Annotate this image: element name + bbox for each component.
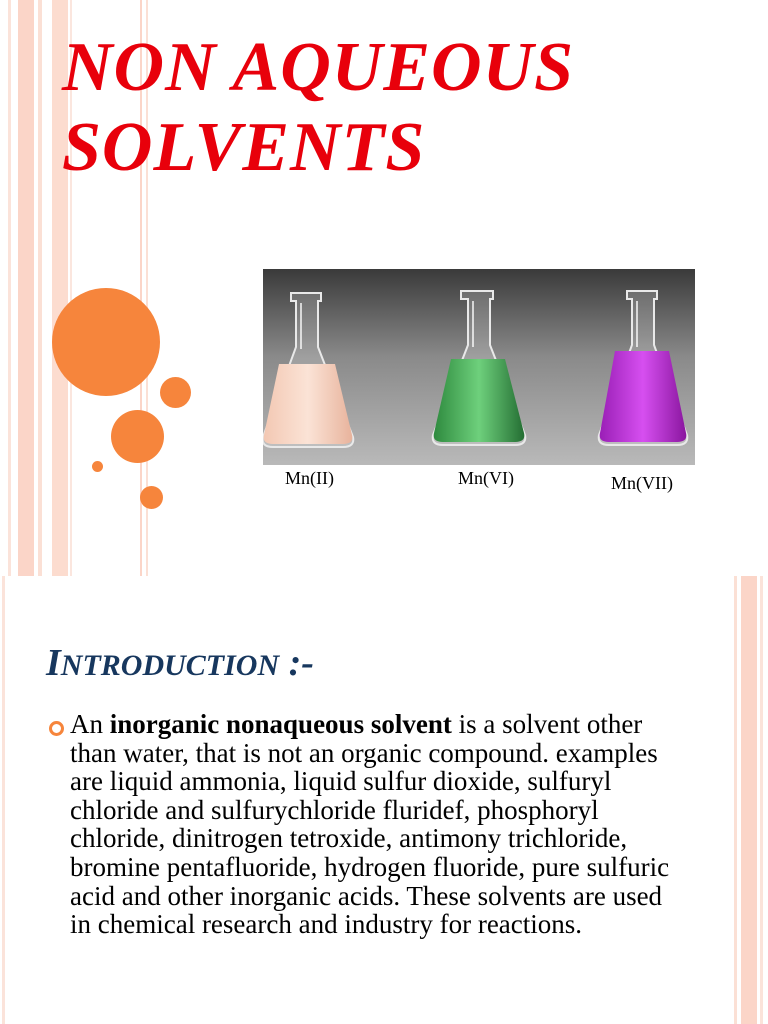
decorative-stripe	[760, 576, 763, 1024]
ring-bullet-icon	[49, 721, 64, 736]
flask-label-mn7: Mn(VII)	[611, 473, 673, 493]
decorative-circle	[160, 377, 191, 408]
bullet-prefix: An	[70, 709, 110, 739]
decorative-stripe	[18, 0, 34, 576]
flasks-photo	[263, 269, 695, 465]
introduction-slide	[0, 576, 768, 1024]
bullet-bold-term: inorganic nonaqueous solvent	[109, 709, 452, 739]
slide-title: NON AQUEOUS SOLVENTS	[62, 29, 575, 186]
heading-suffix: :-	[279, 642, 314, 684]
heading-initial: I	[46, 642, 61, 684]
decorative-circle	[140, 486, 163, 509]
flask-label-mn2: Mn(II)	[285, 468, 334, 488]
decorative-stripe	[741, 576, 757, 1024]
bullet-body: is a solvent other than water, that is not an organic compound. examples are liquid ammonia, liquid sulfur dioxide, sulfuryl chloride and sulfurychloride fluridef, phosphoryl chloride, dinitrogen tetroxide, antimony trichloride, bromine pentafluoride, hydrogen fluoride, pure sulfuric acid and other inorganic acids. These solvents are used in chemical research and industry for reactions.	[70, 709, 670, 940]
heading-smallcaps: NTRODUCTION	[60, 649, 280, 682]
decorative-stripe	[734, 576, 737, 1024]
decorative-stripe	[8, 0, 11, 576]
section-heading	[46, 641, 314, 688]
decorative-circle	[52, 288, 160, 396]
decorative-stripe	[2, 576, 5, 1024]
decorative-circle	[92, 461, 103, 472]
bullet-text	[70, 710, 670, 939]
decorative-circle	[111, 410, 164, 463]
decorative-stripe	[38, 0, 42, 576]
flask-label-mn6: Mn(VI)	[458, 468, 514, 488]
